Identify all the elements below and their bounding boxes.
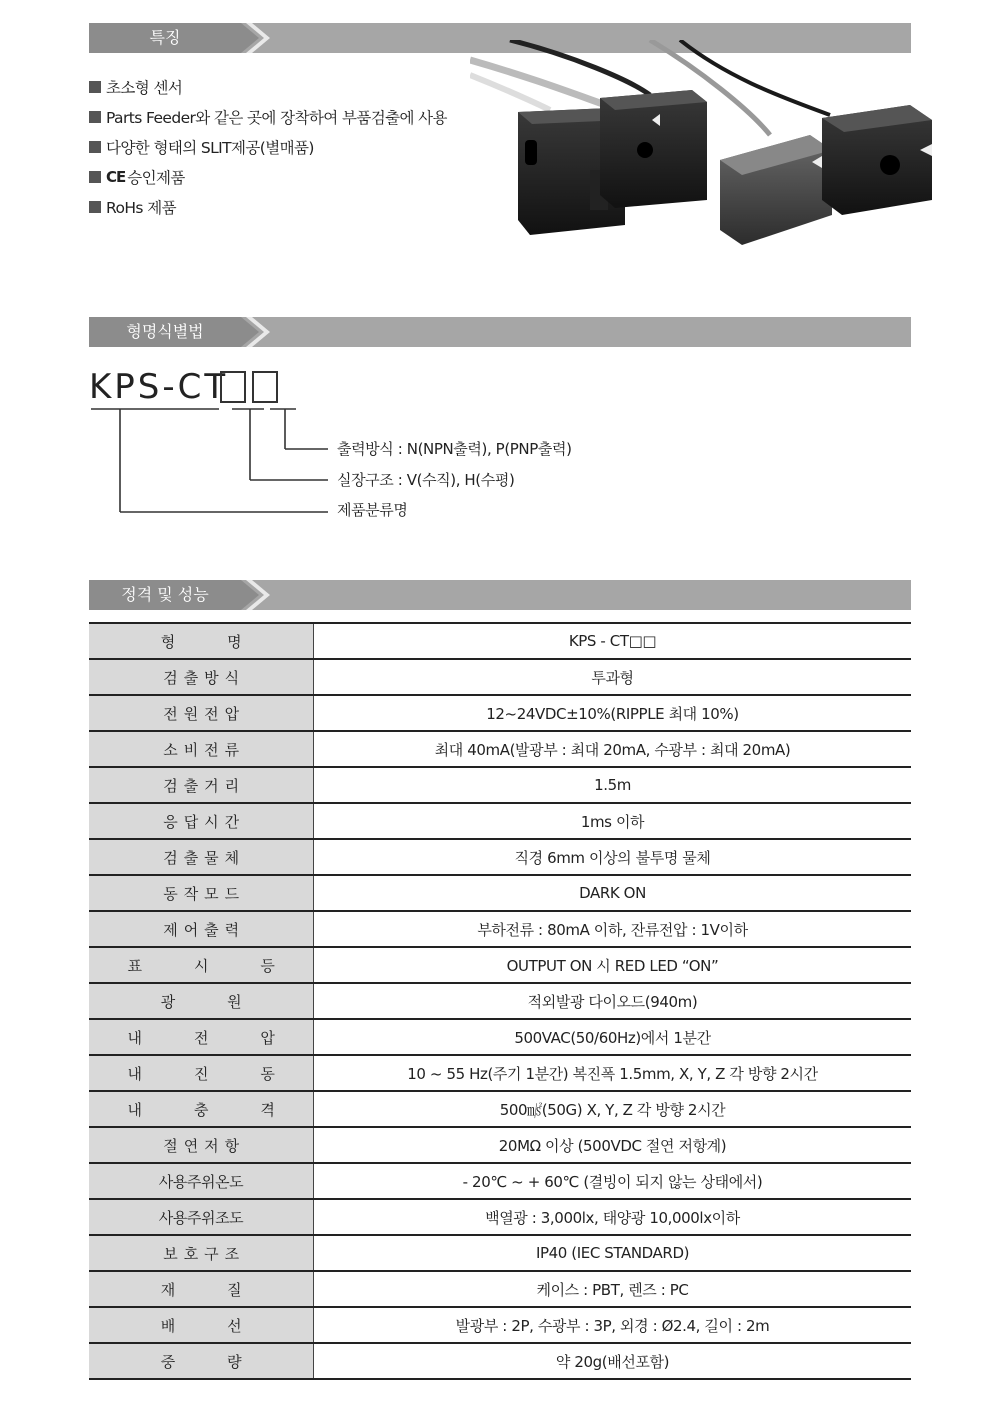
feature-item: 다양한 형태의 SLIT제공(별매품): [89, 132, 447, 162]
table-row: [89, 875, 911, 911]
spec-value: 직경 6mm 이상의 불투명 물체: [314, 839, 912, 875]
spec-label: 검 출 거 리: [89, 767, 314, 803]
spec-label: 절 연 저 항: [89, 1127, 314, 1163]
table-row: [89, 1091, 911, 1127]
spec-label: 사용주위조도: [89, 1199, 314, 1235]
spec-value: IP40 (IEC STANDARD): [314, 1235, 912, 1271]
table-row: [89, 1343, 911, 1379]
code-label-product: 제품분류명: [337, 501, 408, 519]
feature-item: Parts Feeder와 같은 곳에 장착하여 부품검출에 사용: [89, 102, 447, 132]
spec-label: 광 원: [89, 983, 314, 1019]
table-row: [89, 1199, 911, 1235]
spec-value: 최대 40mA(발광부 : 최대 20mA, 수광부 : 최대 20mA): [314, 731, 912, 767]
spec-value: 20MΩ 이상 (500VDC 절연 저항계): [314, 1127, 912, 1163]
spec-value: OUTPUT ON 시 RED LED “ON”: [314, 947, 912, 983]
spec-value: 12~24VDC±10%(RIPPLE 최대 10%): [314, 695, 912, 731]
spec-label: 전 원 전 압: [89, 695, 314, 731]
section-title-features: 특징: [89, 23, 241, 53]
spec-value: 발광부 : 2P, 수광부 : 3P, 외경 : Ø2.4, 길이 : 2m: [314, 1307, 912, 1343]
spec-label: 제 어 출 력: [89, 911, 314, 947]
table-row: [89, 731, 911, 767]
spec-label: 중 량: [89, 1343, 314, 1379]
spec-label: 응 답 시 간: [89, 803, 314, 839]
spec-label: 소 비 전 류: [89, 731, 314, 767]
spec-value: 500㎨(50G) X, Y, Z 각 방향 2시간: [314, 1091, 912, 1127]
spec-label: 배 선: [89, 1307, 314, 1343]
table-row: [89, 1235, 911, 1271]
table-row: [89, 983, 911, 1019]
spec-value: 10 ~ 55 Hz(주기 1분간) 복진폭 1.5mm, X, Y, Z 각 방향 2시간: [314, 1055, 912, 1091]
spec-label: 검 출 물 체: [89, 839, 314, 875]
spec-value: 부하전류 : 80mA 이하, 잔류전압 : 1V이하: [314, 911, 912, 947]
table-row: [89, 767, 911, 803]
table-row: [89, 911, 911, 947]
spec-label: 형 명: [89, 623, 314, 659]
table-row: [89, 1127, 911, 1163]
table-row: [89, 695, 911, 731]
spec-label: 검 출 방 식: [89, 659, 314, 695]
table-row: [89, 623, 911, 659]
spec-value: KPS - CT□□: [314, 623, 912, 659]
feature-item: RoHs 제품: [89, 192, 447, 222]
spec-value: 약 20g(배선포함): [314, 1343, 912, 1379]
table-row: [89, 1019, 911, 1055]
ce-mark-icon: CE: [106, 168, 126, 186]
table-row: [89, 803, 911, 839]
table-row: [89, 1271, 911, 1307]
table-row: [89, 659, 911, 695]
code-label-output: 출력방식 : N(NPN출력), P(PNP출력): [337, 440, 572, 458]
spec-label: 동 작 모 드: [89, 875, 314, 911]
spec-value: 1.5m: [314, 767, 912, 803]
section-title-specs: 정격 및 성능: [89, 580, 241, 610]
spec-label: 재 질: [89, 1271, 314, 1307]
spec-value: DARK ON: [314, 875, 912, 911]
spec-label: 표 시 등: [89, 947, 314, 983]
spec-table: [89, 622, 911, 1380]
table-row: [89, 1163, 911, 1199]
spec-value: 적외발광 다이오드(940m): [314, 983, 912, 1019]
feature-item: 초소형 센서: [89, 72, 447, 102]
table-row: [89, 947, 911, 983]
spec-value: 500VAC(50/60Hz)에서 1분간: [314, 1019, 912, 1055]
spec-label: 사용주위온도: [89, 1163, 314, 1199]
section-header-specs: [89, 580, 911, 610]
spec-label: 내 전 압: [89, 1019, 314, 1055]
spec-value: 케이스 : PBT, 렌즈 : PC: [314, 1271, 912, 1307]
spec-value: - 20℃ ~ + 60℃ (결빙이 되지 않는 상태에서): [314, 1163, 912, 1199]
spec-label: 내 진 동: [89, 1055, 314, 1091]
code-label-mounting: 실장구조 : V(수직), H(수평): [337, 471, 515, 489]
spec-label: 보 호 구 조: [89, 1235, 314, 1271]
header-arrow: [234, 580, 344, 610]
spec-label: 내 충 격: [89, 1091, 314, 1127]
table-row: [89, 1307, 911, 1343]
model-code: KPS-CT: [89, 367, 229, 407]
spec-value: 투과형: [314, 659, 912, 695]
spec-value: 백열광 : 3,000lx, 태양광 10,000lx이하: [314, 1199, 912, 1235]
section-title-naming: 형명식별법: [89, 317, 241, 347]
table-row: [89, 1055, 911, 1091]
spec-value: 1ms 이하: [314, 803, 912, 839]
feature-item: CE 승인제품: [89, 162, 447, 192]
table-row: [89, 839, 911, 875]
